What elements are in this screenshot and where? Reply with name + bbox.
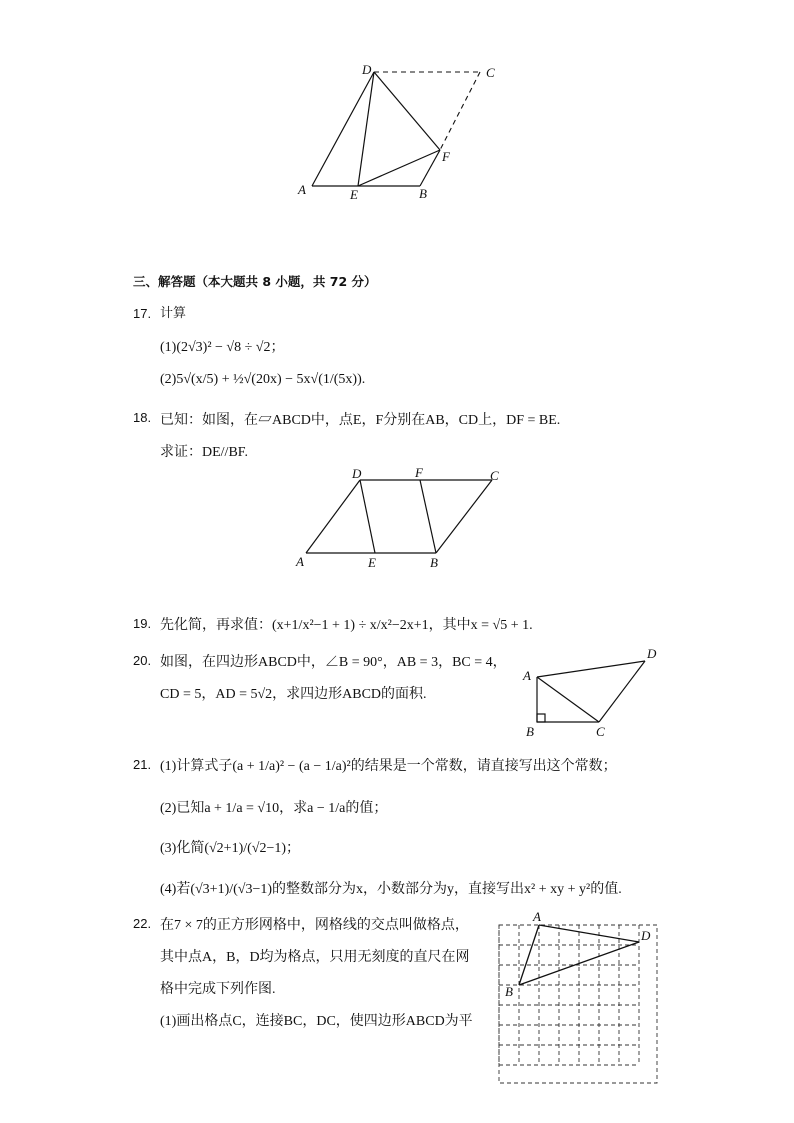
q18-label-A: A <box>296 554 304 569</box>
q20-label-D: D <box>647 646 657 661</box>
q20-label-C: C <box>596 724 605 739</box>
q21-part3: (3)化简(√2+1)/(√2−1)； <box>160 841 301 856</box>
q21-part1: (1)计算式子(a + 1/a)² − (a − 1/a)²的结果是一个常数，请直接写出这个常数； <box>160 759 617 774</box>
q18-label-B: B <box>430 555 438 570</box>
q17-part2: (2)5√(x/5) + ½√(20x) − 5x√(1/(5x)). <box>160 372 366 387</box>
label-F: F <box>442 149 450 164</box>
q22-line4: (1)画出格点C，连接BC，DC，使四边形ABCD为平 <box>160 1014 473 1029</box>
label-A: A <box>298 182 306 197</box>
q21-part4: (4)若(√3+1)/(√3−1)的整数部分为x，小数部分为y，直接写出x² + xy + y²的值. <box>160 882 622 897</box>
q21-part2: (2)已知a + 1/a = √10，求a − 1/a的值； <box>160 801 388 816</box>
q18-label-F: F <box>415 465 423 480</box>
q18-text: 已知：如图，在▱ABCD中，点E，F分别在AB，CD上，DF = BE. <box>160 413 561 428</box>
q22-line1: 在7 × 7的正方形网格中，网格线的交点叫做格点， <box>160 918 469 933</box>
q20-line1: 如图，在四边形ABCD中，∠B = 90°，AB = 3，BC = 4， <box>160 655 507 670</box>
q22-line2: 其中点A，B，D均为格点，只用无刻度的直尺在网 <box>160 950 470 965</box>
label-D: D <box>362 62 372 77</box>
section-title: 三、解答题（本大题共 8 小题，共 72 分） <box>133 274 377 289</box>
q21-number: 21. <box>133 757 152 772</box>
q22-label-D: D <box>641 928 651 943</box>
q20-line2: CD = 5，AD = 5√2，求四边形ABCD的面积. <box>160 687 427 702</box>
q19-text: 先化简，再求值：(x+1/x²−1 + 1) ÷ x/x²−2x+1，其中x = √5 + 1. <box>160 618 533 633</box>
q22-number: 22. <box>133 916 152 931</box>
q20-label-B: B <box>526 724 534 739</box>
q18-label-E: E <box>368 555 376 570</box>
q19-number: 19. <box>133 616 152 631</box>
label-C: C <box>486 65 495 80</box>
q17-number: 17. <box>133 306 152 321</box>
q18-label-D: D <box>352 466 362 481</box>
q20-label-A: A <box>523 668 531 683</box>
q22-label-A: A <box>533 909 541 924</box>
label-E: E <box>350 187 358 202</box>
label-B: B <box>419 186 427 201</box>
q17-part1: (1)(2√3)² − √8 ÷ √2； <box>160 340 285 355</box>
grid-frame <box>499 925 657 1083</box>
q20-number: 20. <box>133 653 152 668</box>
q18-number: 18. <box>133 410 152 425</box>
q18-prove: 求证：DE//BF. <box>160 445 248 460</box>
q18-label-C: C <box>490 468 499 483</box>
q22-line3: 格中完成下列作图. <box>160 982 276 997</box>
q22-label-B: B <box>505 984 513 999</box>
q17-title: 计算 <box>160 306 187 321</box>
